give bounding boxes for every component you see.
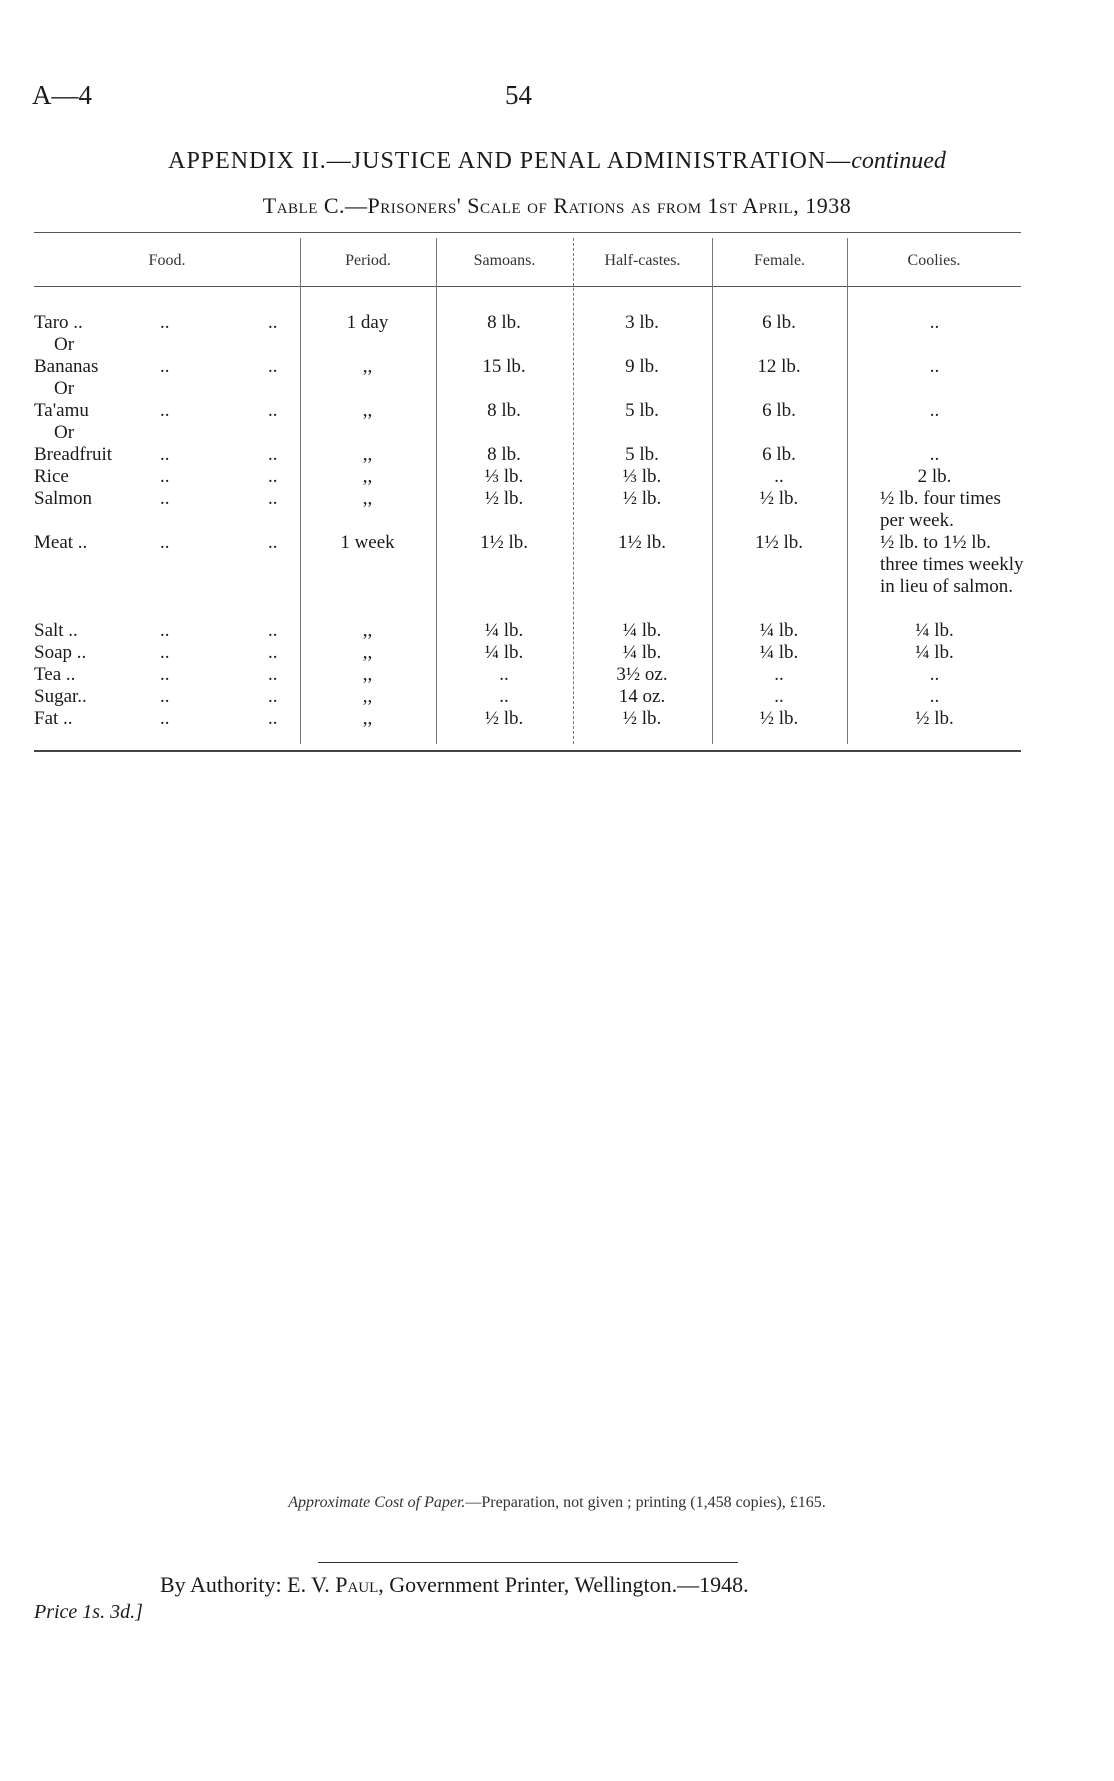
half-castes-cell: ½ lb. xyxy=(622,488,662,509)
col-header-half-castes: Half-castes. xyxy=(604,252,681,269)
female-cell: ½ lb. xyxy=(759,488,799,509)
food-name: Rice xyxy=(34,466,69,487)
samoans-cell: ½ lb. xyxy=(484,708,524,729)
coolies-cell: .. xyxy=(929,356,940,377)
leader-dots: .. xyxy=(160,466,170,487)
food-name: Breadfruit xyxy=(34,444,113,465)
food-name: Taro .. xyxy=(34,312,83,333)
table-bottom-rule xyxy=(34,750,1021,752)
food-name: Meat .. xyxy=(34,532,88,553)
leader-dots: .. xyxy=(268,444,278,465)
half-castes-cell: 5 lb. xyxy=(625,400,659,421)
table-title-text: Table C.—Prisoners' Scale of Rations as from 1st April, 1938 xyxy=(262,193,852,218)
half-castes-cell: 14 oz. xyxy=(618,686,666,707)
col-header-coolies: Coolies. xyxy=(907,252,961,269)
leader-dots: .. xyxy=(160,642,170,663)
coolies-cell: .. xyxy=(929,686,940,707)
page-reference: A—4 xyxy=(32,80,92,110)
female-cell: 6 lb. xyxy=(762,312,796,333)
col-header-female: Female. xyxy=(753,252,806,269)
samoans-cell: 8 lb. xyxy=(487,444,521,465)
samoans-cell: ¼ lb. xyxy=(484,620,524,641)
appendix-title-main: APPENDIX II.—JUSTICE AND PENAL ADMINISTRATION— xyxy=(168,148,852,174)
leader-dots: .. xyxy=(268,356,278,377)
food-name: Fat .. xyxy=(34,708,73,729)
food-name: Sugar.. xyxy=(34,686,87,707)
half-castes-cell: ½ lb. xyxy=(622,708,662,729)
food-name: Bananas xyxy=(34,356,99,377)
coolies-cell: ¼ lb. xyxy=(915,642,954,663)
half-castes-cell: 3½ oz. xyxy=(616,664,668,685)
leader-dots: .. xyxy=(268,488,278,509)
appendix-title-continued: continued xyxy=(851,148,946,174)
period-cell: 1 week xyxy=(340,532,395,553)
leader-dots: .. xyxy=(160,686,170,707)
leader-dots: .. xyxy=(268,708,278,729)
food-name: Ta'amu xyxy=(34,400,89,421)
table-top-rule xyxy=(34,232,1021,233)
food-or: Or xyxy=(54,422,75,443)
samoans-cell: ⅓ lb. xyxy=(484,466,524,487)
period-cell: ,, xyxy=(362,620,373,641)
samoans-cell: 1½ lb. xyxy=(479,532,529,553)
half-castes-cell: 1½ lb. xyxy=(617,532,667,553)
coolies-cell: ¼ lb. xyxy=(915,620,954,641)
leader-dots: .. xyxy=(160,532,170,553)
female-cell: 6 lb. xyxy=(762,444,796,465)
samoans-cell: 8 lb. xyxy=(487,400,521,421)
food-name: Salmon xyxy=(34,488,93,509)
leader-dots: .. xyxy=(160,356,170,377)
female-cell: ½ lb. xyxy=(759,708,799,729)
period-cell: ,, xyxy=(362,642,373,663)
female-cell: .. xyxy=(774,466,784,487)
half-castes-cell: ⅓ lb. xyxy=(622,466,662,487)
footer-rule xyxy=(318,1562,738,1563)
leader-dots: .. xyxy=(268,642,278,663)
coolies-cell: .. xyxy=(929,400,940,421)
leader-dots: .. xyxy=(160,664,170,685)
cost-text: —Preparation, not given ; printing (1,458 copies), £165. xyxy=(465,1494,826,1511)
printer-authority xyxy=(160,1572,749,1598)
col-header-food: Food. xyxy=(148,252,186,269)
leader-dots: .. xyxy=(268,686,278,707)
leader-dots: .. xyxy=(268,466,278,487)
food-or: Or xyxy=(54,378,75,399)
coolies-cell: .. xyxy=(929,312,940,333)
leader-dots: .. xyxy=(160,444,170,465)
coolies-cell: .. xyxy=(929,664,940,685)
female-cell: 6 lb. xyxy=(762,400,796,421)
table-title xyxy=(0,193,1114,219)
price: Price 1s. 3d.] xyxy=(34,1601,143,1623)
period-cell: ,, xyxy=(362,400,373,421)
leader-dots: .. xyxy=(160,708,170,729)
leader-dots: .. xyxy=(268,620,278,641)
half-castes-cell: 5 lb. xyxy=(625,444,659,465)
authority-name: E. V. Paul xyxy=(287,1572,379,1597)
period-cell: ,, xyxy=(362,488,373,509)
period-cell: ,, xyxy=(362,708,373,729)
table-header-rule xyxy=(34,286,1021,287)
half-castes-cell: 3 lb. xyxy=(625,312,659,333)
col-header-period: Period. xyxy=(345,252,391,269)
food-name: Salt .. xyxy=(34,620,78,641)
samoans-cell: .. xyxy=(499,686,509,707)
female-cell: .. xyxy=(774,686,784,707)
authority-prefix: By Authority: xyxy=(160,1572,282,1597)
samoans-cell: .. xyxy=(499,664,509,685)
period-cell: ,, xyxy=(362,664,373,685)
leader-dots: .. xyxy=(268,400,278,421)
leader-dots: .. xyxy=(268,312,278,333)
samoans-cell: 15 lb. xyxy=(482,356,526,377)
coolies-cell: .. xyxy=(929,444,940,465)
cost-label: Approximate Cost of Paper. xyxy=(288,1494,466,1511)
samoans-cell: 8 lb. xyxy=(487,312,521,333)
samoans-cell: ½ lb. xyxy=(484,488,524,509)
coolies-cell: ½ lb. four times per week. xyxy=(880,488,1001,531)
leader-dots: .. xyxy=(160,488,170,509)
female-cell: .. xyxy=(774,664,784,685)
female-cell: ¼ lb. xyxy=(759,620,799,641)
leader-dots: .. xyxy=(268,664,278,685)
coolies-cell: ½ lb. xyxy=(915,708,954,729)
period-cell: 1 day xyxy=(346,312,389,333)
half-castes-cell: ¼ lb. xyxy=(622,620,662,641)
appendix-title xyxy=(0,148,1114,175)
samoans-cell: ¼ lb. xyxy=(484,642,524,663)
food-or: Or xyxy=(54,334,75,355)
authority-rest: , Government Printer, Wellington.—1948. xyxy=(378,1572,749,1597)
coolies-cell: 2 lb. xyxy=(917,466,952,487)
food-name: Soap .. xyxy=(34,642,87,663)
leader-dots: .. xyxy=(160,620,170,641)
period-cell: ,, xyxy=(362,686,373,707)
leader-dots: .. xyxy=(268,532,278,553)
female-cell: ¼ lb. xyxy=(759,642,799,663)
col-header-samoans: Samoans. xyxy=(473,252,536,269)
cost-of-paper-note xyxy=(0,1494,1114,1512)
period-cell: ,, xyxy=(362,356,373,377)
female-cell: 12 lb. xyxy=(757,356,801,377)
food-name: Tea .. xyxy=(34,664,76,685)
leader-dots: .. xyxy=(160,400,170,421)
coolies-cell: ½ lb. to 1½ lb. three times weekly in lieu of salmon. xyxy=(880,532,1024,597)
half-castes-cell: ¼ lb. xyxy=(622,642,662,663)
leader-dots: .. xyxy=(160,312,170,333)
female-cell: 1½ lb. xyxy=(754,532,804,553)
period-cell: ,, xyxy=(362,444,373,465)
period-cell: ,, xyxy=(362,466,373,487)
page-number: 54 xyxy=(505,80,532,110)
half-castes-cell: 9 lb. xyxy=(625,356,659,377)
